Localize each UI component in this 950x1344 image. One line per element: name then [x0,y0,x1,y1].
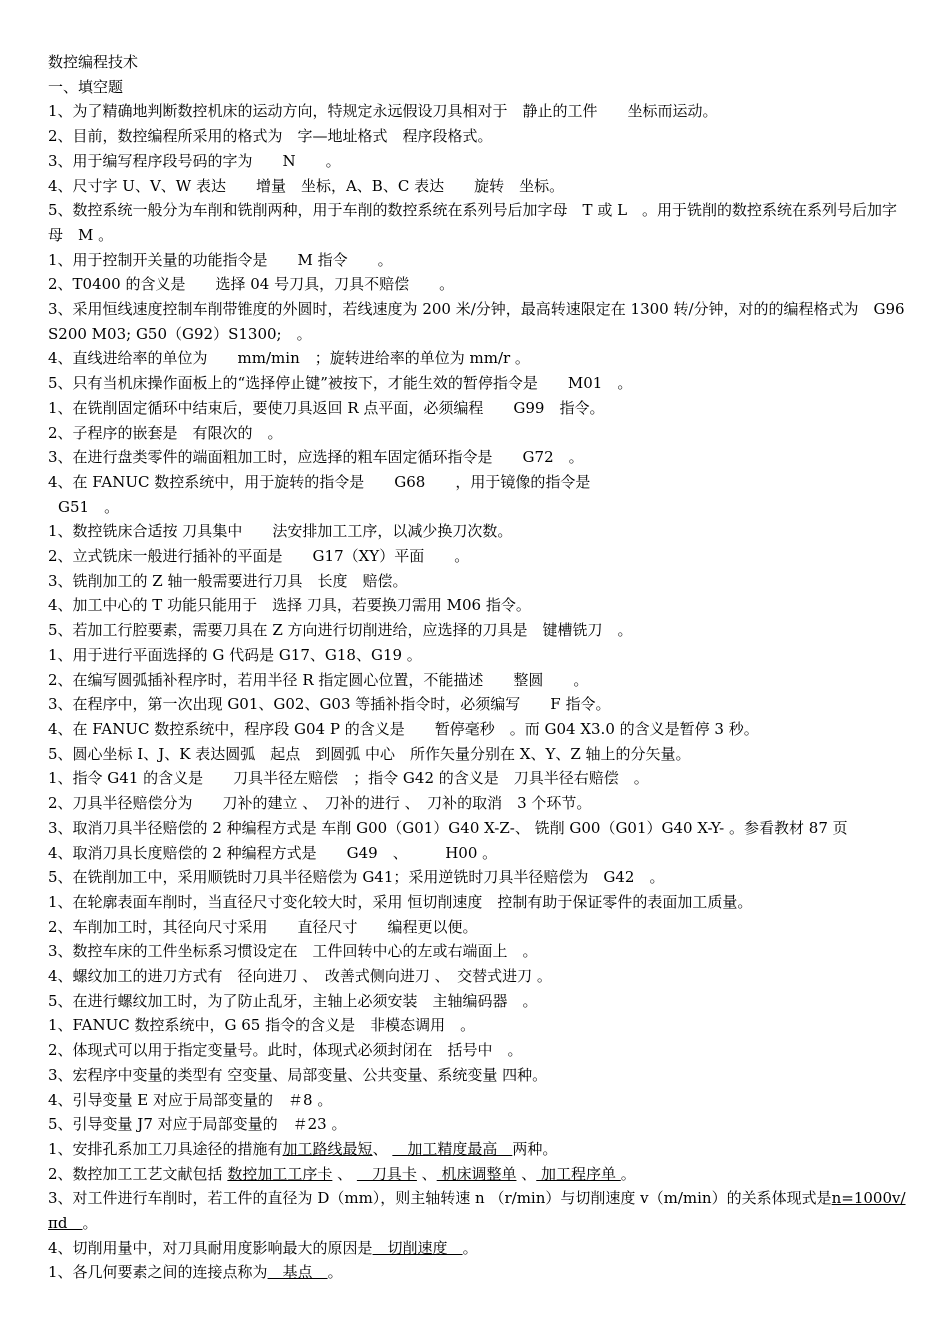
question-text: 、 [516,1164,537,1183]
question-text: 、 [416,1164,437,1183]
answer-blank: n=1000v/πd [48,1189,906,1233]
question-line: 5、圆心坐标 I、J、K 表达圆弧 起点 到圆弧 中心 所作矢量分别在 X、Y、Z 轴上的分矢量。 [48,744,691,763]
question-line: 2、在编写圆弧插补程序时，若用半径 R 指定圆心位置，不能描述 整圆 。 [48,670,589,689]
question-text: 、 [372,1139,393,1158]
question-line: 5、引导变量 J7 对应于局部变量的 ＃23 。 [48,1115,347,1134]
question-line: 1、为了精确地判断数控机床的运动方向，特规定永远假设刀具相对于 静止的工件 坐标而运动。 [48,102,718,121]
question-line: 5、在进行螺纹加工时，为了防止乱牙，主轴上必须安装 主轴编码器 。 [48,991,538,1010]
question-line: 4、尺寸字 U、V、W 表达 增量 坐标，A、B、C 表达 旋转 坐标。 [48,176,565,195]
question-line: 2、体现式可以用于指定变量号。此时，体现式必须封闭在 括号中 。 [48,1041,523,1060]
question-line-underlined [48,1186,908,1235]
question-text: 3、对工件进行车削时，若工件的直径为 D（mm），则主轴转速 n （r/min）与切削速度 v（m/min）的关系体现式是 [48,1189,832,1208]
question-text: 2、数控加工工艺文献包括 [48,1164,228,1183]
question-line: 3、宏程序中变量的类型有 空变量、局部变量、公共变量、系统变量 四种。 [48,1065,548,1084]
question-line: 3、取消刀具半径赔偿的 2 种编程方式是 车削 G00（G01）G40 X-Z-、 铣削 G00（G01）G40 X-Y- 。参看教材 87 页 [48,818,848,837]
question-line: 1、用于进行平面选择的 G 代码是 G17、G18、G19 。 [48,645,422,664]
question-line-underlined [48,1137,908,1162]
question-text: 、 [332,1164,357,1183]
question-line: 4、螺纹加工的进刀方式有 径向进刀 、 改善式侧向进刀 、 交替式进刀 。 [48,967,552,986]
question-line: 5、数控系统一般分为车削和铣削两种，用于车削的数控系统在系列号后加字母 T 或 L 。用于铣削的数控系统在系列号后加字母 M 。 [48,201,898,244]
answer-blank: 加工路线最短 [282,1139,373,1158]
question-line: 5、在铣削加工中，采用顺铣时刀具半径赔偿为 G41；采用逆铣时刀具半径赔偿为 G42 。 [48,868,665,887]
question-line-underlined [48,1260,908,1285]
question-text: 1、安排孔系加工刀具途径的措施有 [48,1139,283,1158]
question-line: 4、直线进给率的单位为 mm/min ；旋转进给率的单位为 mm/r 。 [48,349,530,368]
question-line-underlined [48,1236,908,1261]
question-line: 1、在轮廓表面车削时，当直径尺寸变化较大时，采用 恒切削速度 控制有助于保证零件的表面加工质量。 [48,892,753,911]
question-line: 1、指令 G41 的含义是 刀具半径左赔偿 ；指令 G42 的含义是 刀具半径右赔偿 。 [48,769,649,788]
document-body [48,50,908,1285]
question-line: 2、子程序的嵌套是 有限次的 。 [48,423,283,442]
question-text: 。 [82,1214,98,1233]
question-line: 1、FANUC 数控系统中，G 65 指令的含义是 非模态调用 。 [48,1016,476,1035]
answer-blank: 数控加工工序卡 [227,1164,333,1183]
answer-blank: 机床调整单 [436,1164,517,1183]
question-line: 2、刀具半径赔偿分为 刀补的建立 、 刀补的进行 、 刀补的取消 3 个环节。 [48,794,592,813]
question-line: 2、目前，数控编程所采用的格式为 字—地址格式 程序段格式。 [48,127,493,146]
answer-blank: 加工精度最高 [392,1139,513,1158]
question-text: 两种。 [512,1139,558,1158]
answer-blank: 切削速度 [372,1238,463,1257]
question-text: 4、切削用量中，对刀具耐用度影响最大的原因是 [48,1238,373,1257]
question-line: 4、在 FANUC 数控系统中，用于旋转的指令是 G68 ，用于镜像的指令是 [48,472,591,491]
question-line-underlined [48,1162,908,1187]
question-line: 1、数控铣床合适按 刀具集中 法安排加工工序，以减少换刀次数。 [48,522,513,541]
question-line: 4、加工中心的 T 功能只能用于 选择 刀具，若要换刀需用 M06 指令。 [48,596,531,615]
question-line: 5、只有当机床操作面板上的“选择停止键”被按下，才能生效的暂停指令是 M01 。 [48,374,633,393]
question-line: 2、立式铣床一般进行插补的平面是 G17（XY）平面 。 [48,547,470,566]
answer-blank: 基点 [267,1263,328,1282]
question-text: 。 [620,1164,636,1183]
question-line: 2、车削加工时，其径向尺寸采用 直径尺寸 编程更以便。 [48,917,478,936]
question-line: 3、铣削加工的 Z 轴一般需要进行刀具 长度 赔偿。 [48,571,408,590]
question-line: 3、采用恒线速度控制车削带锥度的外圆时，若线速度为 200 米/分钟，最高转速限定在 1300 转/分钟，对的的编程格式为 G96 S200 M03; G50（G92）S1300; 。 [48,300,905,343]
question-text: 1、各几何要素之间的连接点称为 [48,1263,268,1282]
question-line: 2、T0400 的含义是 选择 04 号刀具，刀具不赔偿 。 [48,275,455,294]
question-line: 3、用于编写程序段号码的字为 N 。 [48,151,341,170]
question-line: 3、在程序中，第一次出现 G01、G02、G03 等插补指令时，必须编写 F 指令。 [48,695,611,714]
question-line: 1、在铣削固定循环中结束后，要使刀具返回 R 点平面，必须编程 G99 指令。 [48,398,605,417]
question-line: 1、用于控制开关量的功能指令是 M 指令 。 [48,250,393,269]
question-line: 3、数控车床的工件坐标系习惯设定在 工件回转中心的左或右端面上 。 [48,942,538,961]
question-line-continuation: G51 。 [58,497,120,516]
question-line: 4、取消刀具长度赔偿的 2 种编程方式是 G49 、 H00 。 [48,843,498,862]
question-line: 4、在 FANUC 数控系统中，程序段 G04 P 的含义是 暂停毫秒 。而 G04 X3.0 的含义是暂停 3 秒。 [48,719,759,738]
answer-blank: 刀具卡 [356,1164,417,1183]
question-text: 。 [327,1263,343,1282]
question-line: 4、引导变量 E 对应于局部变量的 ＃8 。 [48,1090,333,1109]
question-text: 。 [462,1238,478,1257]
section-heading: 一、填空题 [48,77,124,96]
question-line: 3、在进行盘类零件的端面粗加工时，应选择的粗车固定循环指令是 G72 。 [48,448,584,467]
answer-blank: 加工程序单 [536,1164,621,1183]
document-title: 数控编程技术 [48,53,139,71]
question-line: 5、若加工行腔要素，需要刀具在 Z 方向进行切削进给，应选择的刀具是 键槽铣刀 。 [48,621,633,640]
